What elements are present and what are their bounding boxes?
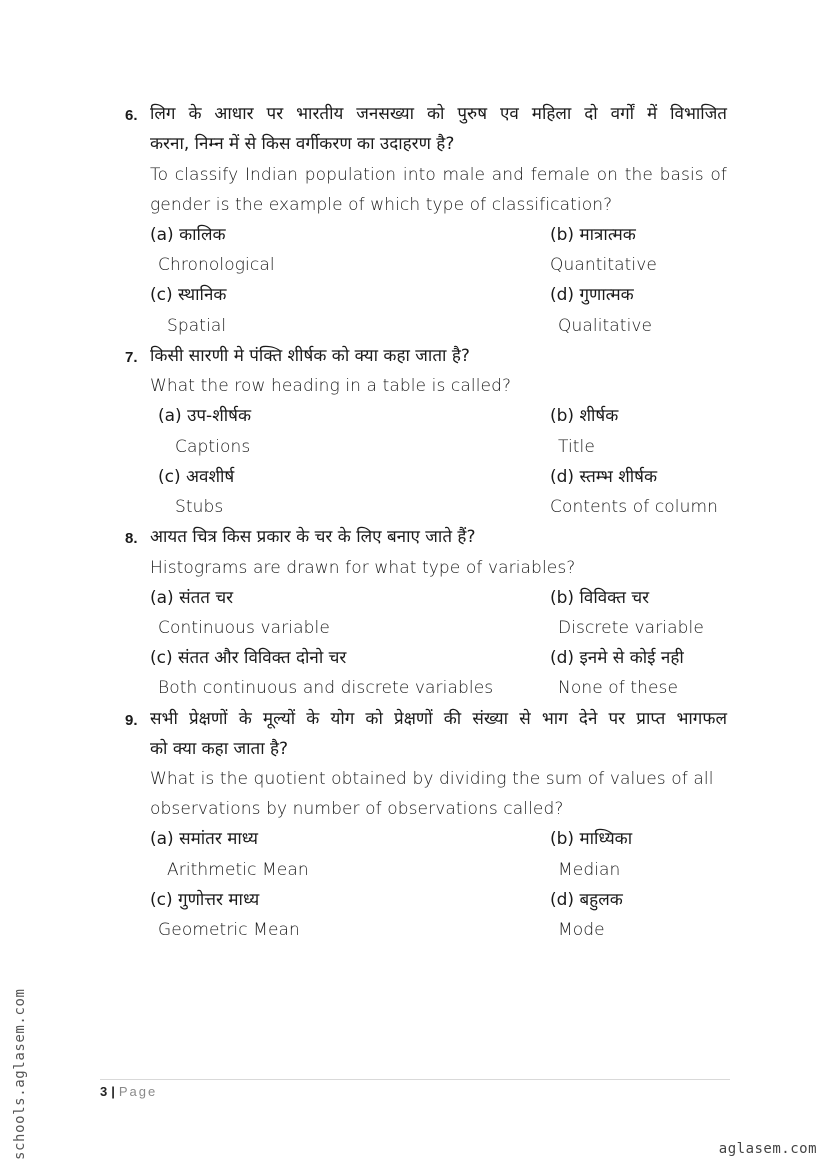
question-hindi-line: करना, निम्न में से किस वर्गीकरण का उदाहरण है? <box>150 134 455 154</box>
option-d-english: Qualitative <box>558 316 653 336</box>
option-d-hindi: (d) इनमे से कोई नही <box>550 648 684 668</box>
page-label: Page <box>118 1084 158 1099</box>
option-a-hindi: (a) संतत चर <box>150 588 234 608</box>
option-c-hindi: (c) स्थानिक <box>150 285 227 305</box>
question-english-line: observations by number of observations called? <box>150 799 564 819</box>
option-b-english: Title <box>558 437 595 457</box>
question-hindi-line: आयत चित्र किस प्रकार के चर के लिए बनाए जाते हैं? <box>150 527 476 547</box>
option-c-english: Stubs <box>175 497 224 517</box>
option-a-hindi: (a) कालिक <box>150 225 226 245</box>
bottom-watermark: aglasem.com <box>718 1141 817 1157</box>
option-a-english: Chronological <box>158 255 275 275</box>
question-english-line: What is the quotient obtained by dividing the sum of values of all <box>150 769 714 789</box>
question-english-line: Histograms are drawn for what type of variables? <box>150 558 576 578</box>
question-number: 7. <box>125 349 138 366</box>
option-a-english: Captions <box>175 437 251 457</box>
option-c-english: Spatial <box>167 316 227 336</box>
question-hindi-line: लिग के आधार पर भारतीय जनसख्या को पुरुष एव महिला दो वर्गों में विभाजित <box>150 104 727 124</box>
option-d-hindi: (d) स्तम्भ शीर्षक <box>550 467 658 487</box>
option-b-english: Median <box>558 860 621 880</box>
question-hindi-line: को क्या कहा जाता है? <box>150 739 289 759</box>
option-b-english: Quantitative <box>550 255 657 275</box>
question-number: 6. <box>125 107 138 124</box>
question-english-line: What the row heading in a table is called? <box>150 376 512 396</box>
question-english-line: gender is the example of which type of classification? <box>150 195 613 215</box>
option-d-english: None of these <box>558 678 679 698</box>
option-b-hindi: (b) माध्यिका <box>550 829 633 849</box>
option-c-hindi: (c) अवशीर्ष <box>158 467 235 487</box>
side-watermark: schools.aglasem.com <box>12 988 28 1160</box>
footer-separator: | <box>111 1084 115 1099</box>
option-c-hindi: (c) गुणोत्तर माध्य <box>150 890 260 910</box>
option-d-hindi: (d) बहुलक <box>550 890 623 910</box>
option-c-english: Both continuous and discrete variables <box>158 678 494 698</box>
question-number: 8. <box>125 530 138 547</box>
option-d-english: Contents of column <box>550 497 719 517</box>
option-d-english: Mode <box>558 920 605 940</box>
option-a-hindi: (a) समांतर माध्य <box>150 829 259 849</box>
option-a-english: Continuous variable <box>158 618 330 638</box>
question-hindi-line: किसी सारणी मे पंक्ति शीर्षक को क्या कहा जाता है? <box>150 346 470 366</box>
option-b-hindi: (b) मात्रात्मक <box>550 225 636 245</box>
option-a-hindi: (a) उप-शीर्षक <box>158 406 252 426</box>
option-a-english: Arithmetic Mean <box>167 860 309 880</box>
option-d-hindi: (d) गुणात्मक <box>550 285 634 305</box>
option-c-hindi: (c) संतत और विविक्त दोनो चर <box>150 648 347 668</box>
page-footer <box>100 1084 157 1099</box>
page-number: 3 <box>100 1084 108 1099</box>
option-b-hindi: (b) विविक्त चर <box>550 588 650 608</box>
option-c-english: Geometric Mean <box>158 920 300 940</box>
question-number: 9. <box>125 712 138 729</box>
question-english-line: To classify Indian population into male and female on the basis of <box>150 165 727 185</box>
option-b-hindi: (b) शीर्षक <box>550 406 619 426</box>
question-hindi-line: सभी प्रेक्षणों के मूल्यों के योग को प्रेक्षणों की संख्या से भाग देने पर प्राप्त भागफल <box>150 709 727 729</box>
option-b-english: Discrete variable <box>558 618 704 638</box>
footer-divider <box>100 1079 730 1080</box>
